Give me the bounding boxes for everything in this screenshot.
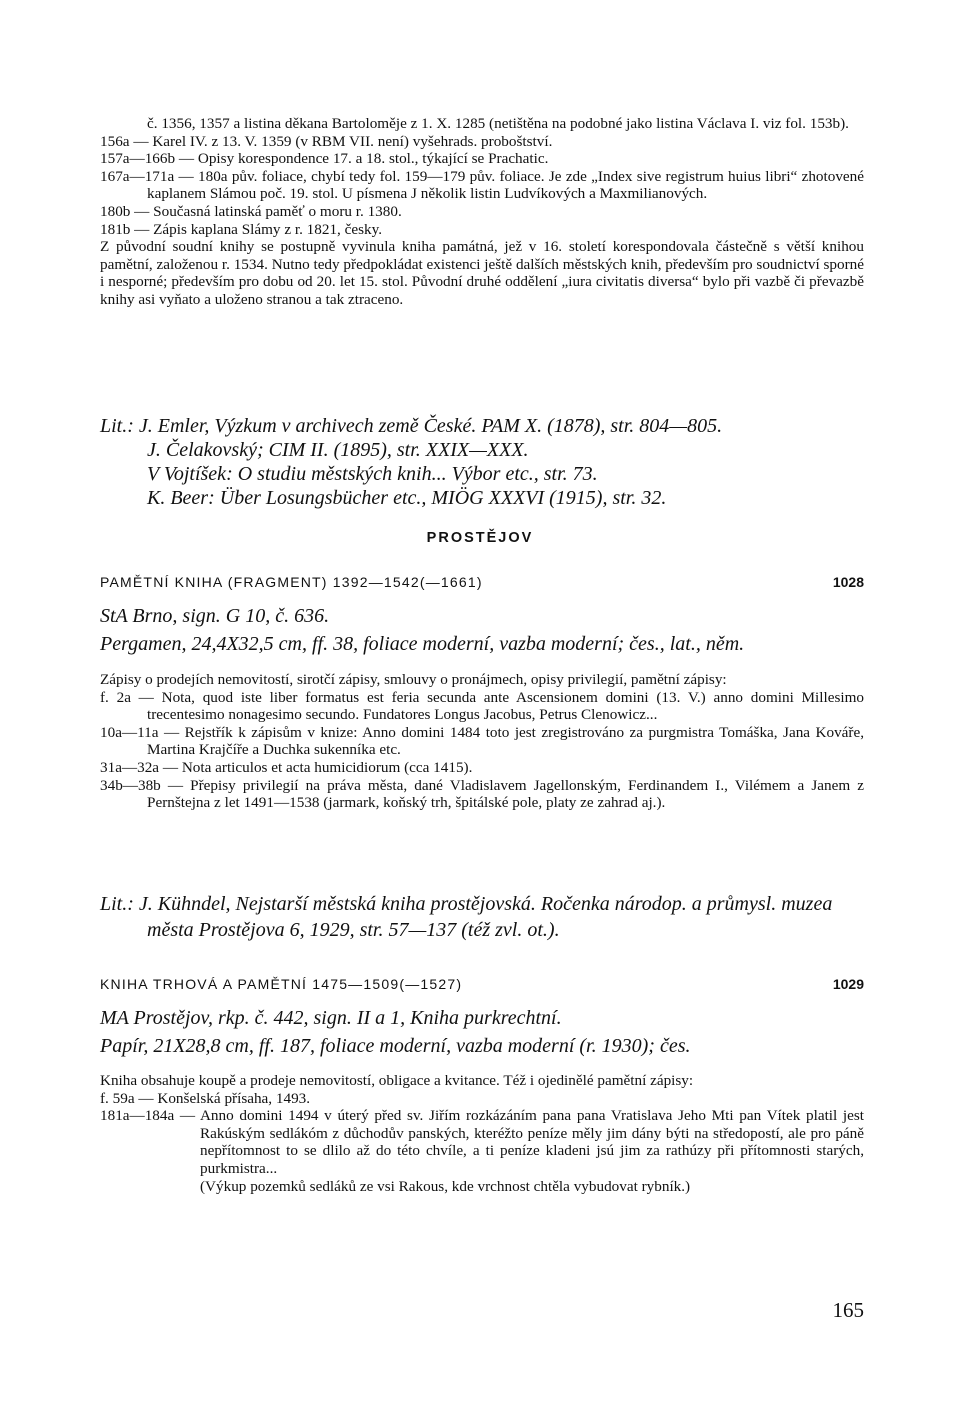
lit-line-0: Lit.: J. Emler, Výzkum v archivech země České. PAM X. (1878), str. 804—805. bbox=[100, 415, 723, 437]
top-paragraph: Z původní soudní knihy se postupně vyvinula kniha památná, jež v 16. století korespondovala částečně s větší knihou pamětní, založenou r. 1534. Nutno tedy předpokládat existenci ještě dalších městských knih, především pro soudnictví sporné i nesporné; především pro dobu od 20. let 15. stol. Původní druhé oddělení „iura civitatis diversa“ bylo při vazbě či převazbě knihy asi vyňato a uloženo stranou a tak ztraceno. bbox=[100, 238, 864, 308]
entry-note: (Výkup pozemků sedláků ze vsi Rakous, kde vrchnost chtěla vybudovat rybník.) bbox=[200, 1177, 691, 1195]
entry-181a-184a: 181a—184a — Anno domini 1494 v úterý před sv. Jiřím rozkázáním pana pana Vratislava Jeho Mti pan Vítek platil jest Rakúským sedlákóm z důchodův panských, kteréžto peníze měly jim dány býti na středopostí, ale pro páně nepřítomnost to se dlilo až do této chvíle, a ti peníze kladeni jsú jim za rathúzy při přítomnosti starých, purkmistra... bbox=[100, 1107, 864, 1177]
archive-source: StA Brno, sign. G 10, č. 636. bbox=[100, 605, 330, 627]
entry-31a-32a: 31a—32a — Nota articulos et acta humicidiorum (cca 1415). bbox=[100, 758, 473, 776]
section-heading-1028 bbox=[100, 574, 864, 590]
literature-block-1 bbox=[100, 414, 870, 510]
entry-10a-11a: 10a—11a — Rejstřík k zápisům v knize: Anno domini 1484 toto jest zregistrováno za purgmistra Tomáška, Jana Kováře, Martina Krajčíře a Duchka sukenníka etc. bbox=[100, 723, 865, 759]
section-1029-body bbox=[100, 1072, 864, 1195]
top-entries bbox=[100, 115, 864, 309]
section-1029-meta bbox=[100, 1006, 880, 1058]
entry-1: 156a — Karel IV. z 13. V. 1359 (v RBM VII. není) vyšehrads. proboštství. bbox=[100, 132, 553, 150]
section-1028-body bbox=[100, 671, 864, 812]
section-heading-1029 bbox=[100, 976, 864, 992]
entry-f2a: f. 2a — Nota, quod iste liber formatus est feria secunda ante Ascensionem domini (13. V.) anno domini Millesimo trecentesimo nonagesimo secundo. Fundatores Longus Jacobus, Petrus Clenowicz... bbox=[100, 688, 864, 724]
archive-source: MA Prostějov, rkp. č. 442, sign. II a 1, Kniha purkrechtní. bbox=[100, 1007, 562, 1029]
entry-3: 167a—171a — 180a pův. foliace, chybí tedy fol. 159—179 pův. foliace. Je zde „Index sive registrum huius libri“ zhotovené kaplanem Slámou poč. 19. stol. U písmena J několik listin Ludvíkových a Maxmilianových. bbox=[100, 167, 865, 203]
section-intro: Zápisy o prodejích nemovitostí, sirotčí zápisy, smlouvy o pronájmech, opisy privilegií, pamětní zápisy: bbox=[100, 671, 727, 688]
section-title: PAMĚTNÍ KNIHA (FRAGMENT) 1392—1542(—1661) bbox=[100, 574, 483, 590]
section-number: 1029 bbox=[832, 976, 864, 992]
section-number: 1028 bbox=[832, 574, 864, 590]
entry-2: 157a—166b — Opisy korespondence 17. a 18. stol., týkající se Prachatic. bbox=[100, 150, 549, 168]
physical-description: Pergamen, 24,4X32,5 cm, ff. 38, foliace moderní, vazba moderní; čes., lat., něm. bbox=[100, 633, 745, 655]
lit-line-1: J. Čelakovský; CIM II. (1895), str. XXIX—XXX. bbox=[147, 439, 529, 461]
section-1028-meta bbox=[100, 604, 880, 656]
section-1028-literature: Lit.: J. Kühndel, Nejstarší městská kniha prostějovská. Ročenka národop. a průmysl. muzea města Prostějova 6, 1929, str. 57—137 (též zvl. ot.). bbox=[100, 893, 833, 941]
lit-line-3: K. Beer: Über Losungsbücher etc., MIÖG XXXVI (1915), str. 32. bbox=[147, 487, 667, 509]
entry-5: 181b — Zápis kaplana Slámy z r. 1821, česky. bbox=[100, 220, 383, 238]
page-number: 165 bbox=[832, 1298, 864, 1322]
section-title: KNIHA TRHOVÁ A PAMĚTNÍ 1475—1509(—1527) bbox=[100, 976, 463, 992]
lit-line-2: V Vojtíšek: O studiu městských knih... Výbor etc., str. 73. bbox=[147, 463, 598, 485]
entry-0: č. 1356, 1357 a listina děkana Bartoloměje z 1. X. 1285 (netištěna na podobné jako listina Václava I. viz fol. 153b). bbox=[147, 115, 849, 132]
entry-34b-38b: 34b—38b — Přepisy privilegií na práva města, dané Vladislavem Jagellonským, Ferdinandem I., Vilémem a Janem z Pernštejna z let 1491—1538 (jarmark, koňský trh, špitálské pole, platy ze zahrad aj.). bbox=[100, 776, 865, 812]
section-intro: Kniha obsahuje koupě a prodeje nemovitostí, obligace a kvitance. Též i ojedinělé pamětní zápisy: bbox=[100, 1072, 694, 1089]
entry-4: 180b — Současná latinská paměť o moru r. 1380. bbox=[100, 202, 402, 220]
physical-description: Papír, 21X28,8 cm, ff. 187, foliace moderní, vazba moderní (r. 1930); čes. bbox=[100, 1035, 691, 1057]
city-heading: PROSTĚJOV bbox=[426, 530, 534, 546]
entry-f59a: f. 59a — Konšelská přísaha, 1493. bbox=[100, 1089, 311, 1107]
